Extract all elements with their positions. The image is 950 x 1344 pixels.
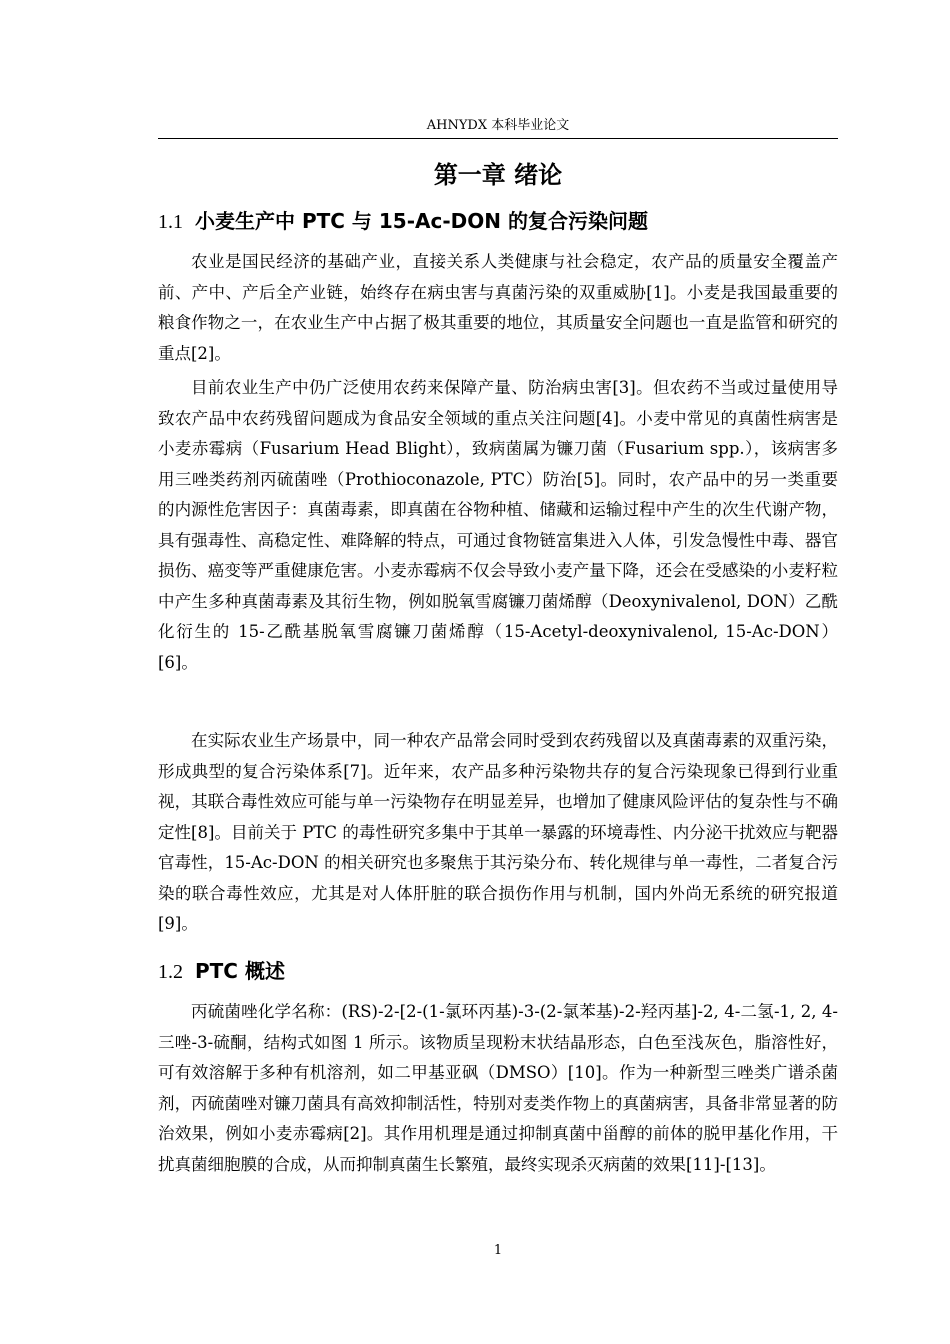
body-paragraph: 在实际农业生产场景中，同一种农产品常会同时受到农药残留以及真菌毒素的双重污染，形成典型的复合污染体系[7]。近年来，农产品多种污染物共存的复合污染现象已得到行业重视，其联合毒性效应可能与单一污染物存在明显差异，也增加了健康风险评估的复杂性与不确定性[8]。目前关于 PTC 的毒性研究多集中于其单一暴露的环境毒性、内分泌干扰效应与靶器官毒性，15-Ac-DON 的相关研究也多聚焦于其污染分布、转化规律与单一毒性，二者复合污染的联合毒性效应，尤其是对人体肝脏的联合损伤作用与机制，国内外尚无系统的研究报道[9]。 bbox=[158, 731, 838, 933]
body-paragraph: 丙硫菌唑化学名称：(RS)-2-[2-(1-氯环丙基)-3-(2-氯苯基)-2-羟丙基]-2, 4-二氢-1, 2, 4-三唑-3-硫酮，结构式如图 1 所示。该物质呈现粉末状结晶形态，白色至浅灰色，脂溶性好，可有效溶解于多种有机溶剂，如二甲基亚砜（DMSO）[10]。作为一种新型三唑类广谱杀菌剂，丙硫菌唑对镰刀菌具有高效抑制活性，特别对麦类作物上的真菌病害，具备非常显著的防治效果，例如小麦赤霉病[2]。其作用机理是通过抑制真菌中甾醇的前体的脱甲基化作用，干扰真菌细胞膜的合成，从而抑制真菌生长繁殖，最终实现杀灭病菌的效果[11]-[13]。 bbox=[158, 1002, 838, 1174]
section-number: 1.1 bbox=[158, 211, 183, 233]
chapter-title: 第一章 绪论 bbox=[433, 161, 563, 189]
page-number: 1 bbox=[493, 1243, 503, 1258]
body-paragraph: 目前农业生产中仍广泛使用农药来保障产量、防治病虫害[3]。但农药不当或过量使用导致农产品中农药残留问题成为食品安全领域的重点关注问题[4]。小麦中常见的真菌性病害是小麦赤霉病（Fusarium Head Blight），致病菌属为镰刀菌（Fusarium spp.），该病害多用三唑类药剂丙硫菌唑（Prothioconazole, PTC）防治[5]。同时，农产品中的另一类重要的内源性危害因子：真菌毒素，即真菌在谷物种植、储藏和运输过程中产生的次生代谢产物，具有强毒性、高稳定性、难降解的特点，可通过食物链富集进入人体，引发急慢性中毒、器官损伤、癌变等严重健康危害。小麦赤霉病不仅会导致小麦产量下降，还会在受感染的小麦籽粒中产生多种真菌毒素及其衍生物，例如脱氧雪腐镰刀菌烯醇（Deoxynivalenol, DON）乙酰化衍生的 15-乙酰基脱氧雪腐镰刀菌烯醇（15-Acetyl-deoxynivalenol, 15-Ac-DON）[6]。 bbox=[158, 378, 838, 672]
header-rule bbox=[158, 138, 838, 139]
section-title-text: PTC 概述 bbox=[195, 959, 285, 983]
section-heading-1-1 bbox=[158, 207, 838, 236]
body-paragraph: 农业是国民经济的基础产业，直接关系人类健康与社会稳定，农产品的质量安全覆盖产前、产中、产后全产业链，始终存在病虫害与真菌污染的双重威胁[1]。小麦是我国最重要的粮食作物之一，在农业生产中占据了极其重要的地位，其质量安全问题也一直是监管和研究的重点[2]。 bbox=[158, 252, 838, 363]
section-heading-1-2 bbox=[158, 957, 838, 986]
section-title-text: 小麦生产中 PTC 与 15-Ac-DON 的复合污染问题 bbox=[195, 209, 648, 233]
section-number: 1.2 bbox=[158, 961, 183, 983]
page-header: AHNYDX 本科毕业论文 bbox=[426, 118, 570, 133]
